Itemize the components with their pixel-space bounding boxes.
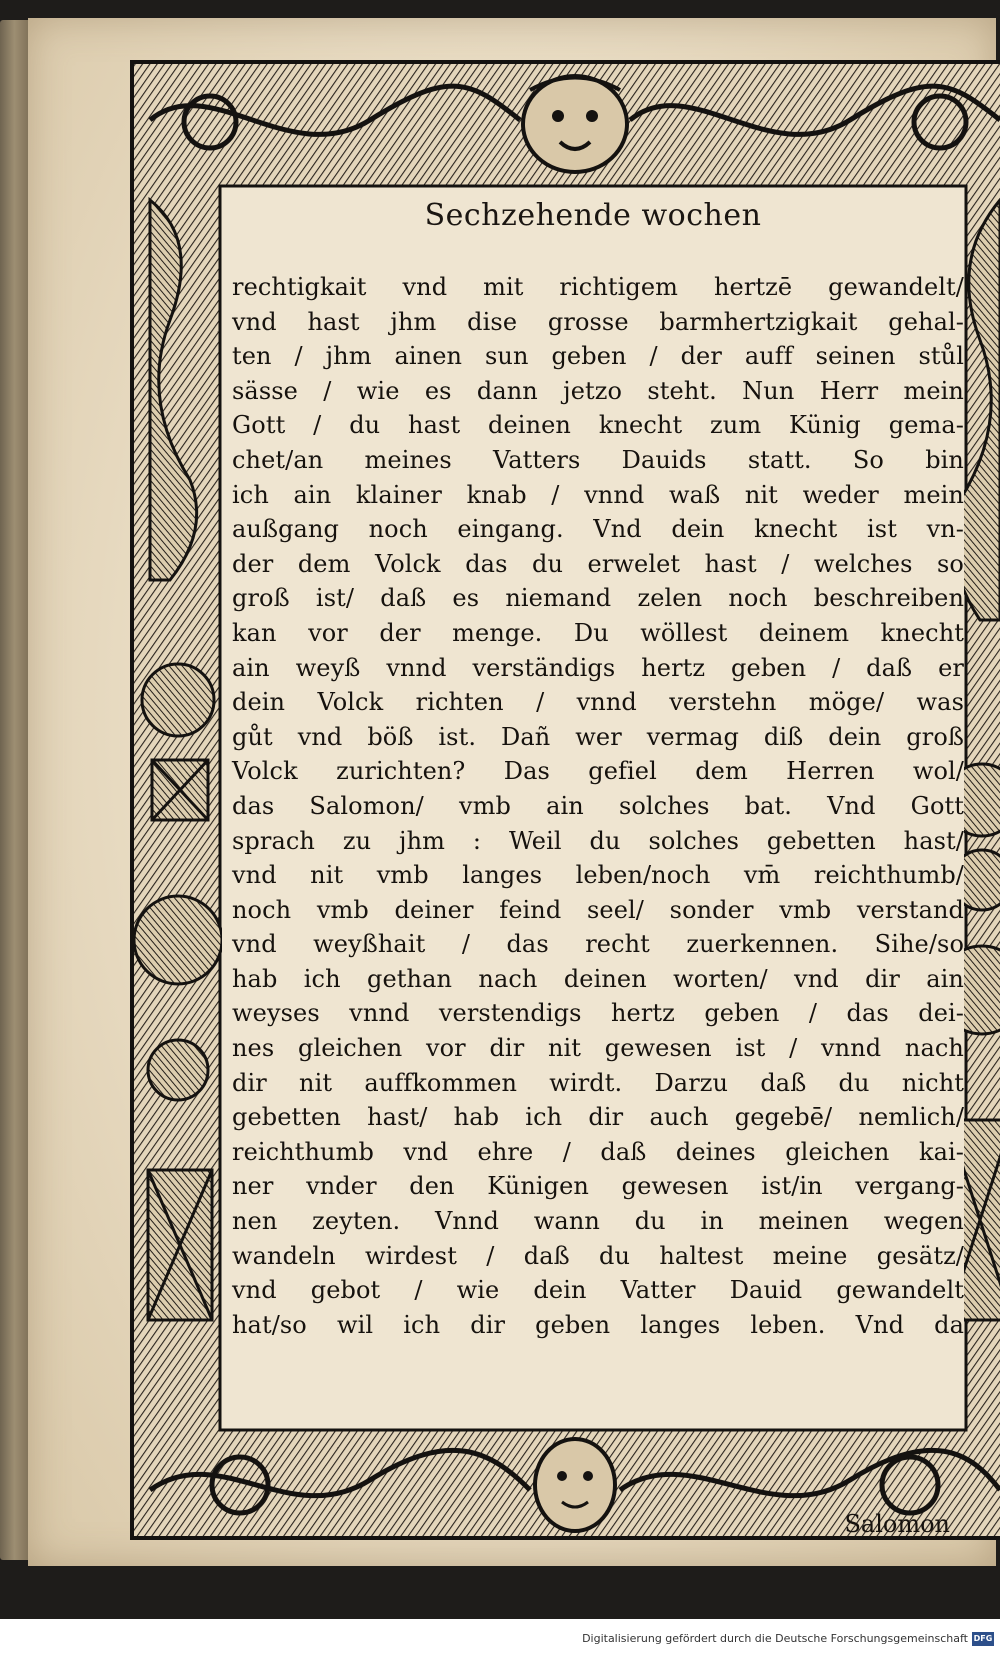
text-line: vnd gebot / wie dein Vatter Dauid gewandelt [232, 1276, 964, 1305]
text-line: wandeln wirdest / daß du haltest meine gesätz/ [232, 1241, 964, 1270]
woodcut-border-frame [130, 60, 1000, 1540]
text-line: außgang noch eingang. Vnd dein knecht ist vn- [232, 515, 964, 544]
text-line: vnd hast jhm dise grosse barmhertzigkait gehal- [232, 307, 964, 336]
funding-credit: Digitalisierung gefördert durch die Deutsche Forschungsgemeinschaft [582, 1632, 968, 1645]
text-line: das Salomon/ vmb ain solches bat. Vnd Gott [232, 791, 964, 820]
text-line: dir nit auffkommen wirdt. Darzu daß du nicht [232, 1068, 964, 1097]
text-line: weyses vnnd verstendigs hertz geben / das dei- [232, 999, 964, 1028]
text-line: ain weyß vnnd verständigs hertz geben / daß er [232, 653, 964, 682]
text-line: ich ain klainer knab / vnnd waß nit weder mein [232, 480, 964, 509]
text-line: Volck zurichten? Das gefiel dem Herren wol/ [232, 757, 964, 786]
footer-bar [0, 1619, 1000, 1655]
catchword: Salomon [844, 1510, 950, 1538]
text-line: gůt vnd böß ist. Dañ wer vermag diß dein groß [232, 722, 964, 751]
book-page [28, 18, 996, 1566]
text-line: groß ist/ daß es niemand zelen noch beschreiben [232, 584, 964, 613]
text-line: dein Volck richten / vnnd verstehn möge/ was [232, 688, 964, 717]
text-line: chet/an meines Vatters Dauids statt. So bin [232, 445, 964, 474]
text-line: der dem Volck das du erwelet hast / welches so [232, 549, 964, 578]
running-head: Sechzehende wochen [424, 198, 762, 233]
grotesque-mask-ornament [535, 1439, 615, 1531]
text-line: noch vmb deiner feind seel/ sonder vmb verstand [232, 895, 964, 924]
text-line: rechtigkait vnd mit richtigem hertzē gewandelt/ [232, 273, 964, 301]
text-line: reichthumb vnd ehre / daß deines gleichen kai- [232, 1137, 964, 1166]
text-line: vnd weyßhait / das recht zuerkennen. Sihe/so [232, 930, 964, 959]
text-line: kan vor der menge. Du wöllest deinem knecht [232, 618, 964, 647]
text-line: vnd nit vmb langes leben/noch vm̄ reichthumb/ [232, 861, 964, 890]
text-line: nes gleichen vor dir nit gewesen ist / vnnd nach [232, 1034, 964, 1063]
text-line: hat/so wil ich dir geben langes leben. Vnd da [232, 1310, 964, 1339]
lion-mask-ornament [523, 76, 627, 172]
text-line: Gott / du hast deinen knecht zum Künig gema- [232, 411, 964, 440]
text-line: ner vnder den Künigen gewesen ist/in vergang- [232, 1172, 964, 1201]
text-block [222, 188, 964, 1538]
text-line: hab ich gethan nach deinen worten/ vnd dir ain [232, 964, 964, 993]
text-line: gebetten hast/ hab ich dir auch gegebē/ nemlich/ [232, 1103, 964, 1132]
text-line: ten / jhm ainen sun geben / der auff seinen stůl [232, 342, 964, 371]
text-line: nen zeyten. Vnnd wann du in meinen wegen [232, 1207, 964, 1236]
dfg-logo-icon: DFG [972, 1632, 994, 1646]
body-text [232, 270, 964, 1342]
text-line: sprach zu jhm : Weil du solches gebetten hast/ [232, 826, 964, 855]
text-line: sässe / wie es dann jetzo steht. Nun Herr mein [232, 376, 964, 405]
